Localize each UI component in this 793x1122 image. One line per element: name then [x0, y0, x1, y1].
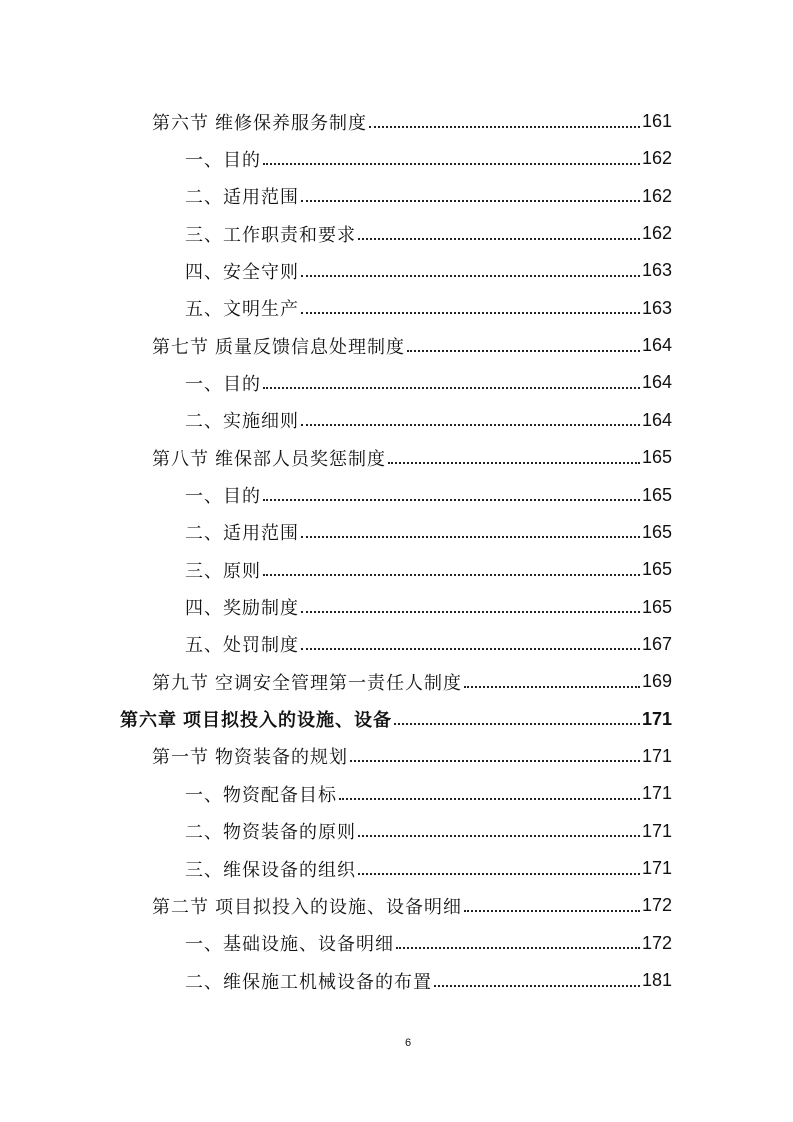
toc-entry-title: 第六章 项目拟投入的设施、设备	[120, 710, 392, 731]
toc-leader-dots	[263, 486, 640, 504]
toc-entry-title: 二、适用范围	[185, 523, 299, 544]
toc-entry[interactable]	[152, 103, 672, 140]
toc-entry-title: 三、原则	[185, 560, 261, 581]
toc-entry-page: 171	[641, 708, 672, 729]
toc-entry[interactable]	[185, 925, 672, 962]
toc-entry-page: 171	[641, 745, 672, 766]
toc-entry-page: 163	[641, 260, 672, 281]
toc-entry-page: 162	[641, 185, 672, 206]
toc-leader-dots	[464, 897, 640, 915]
toc-leader-dots	[464, 673, 640, 691]
toc-entry-title: 一、目的	[185, 373, 261, 394]
toc-entry[interactable]	[152, 663, 672, 700]
toc-leader-dots	[407, 337, 640, 355]
toc-entry-page: 172	[641, 932, 672, 953]
toc-leader-dots	[301, 598, 640, 616]
toc-entry-page: 167	[641, 633, 672, 654]
toc-entry-title: 二、维保施工机械设备的布置	[185, 971, 432, 992]
toc-entry[interactable]	[152, 738, 672, 775]
toc-entry[interactable]	[185, 402, 672, 439]
toc-entry[interactable]	[185, 589, 672, 626]
toc-entry[interactable]	[152, 887, 672, 924]
toc-leader-dots	[339, 785, 640, 803]
toc-entry[interactable]	[120, 701, 672, 738]
toc-entry[interactable]	[185, 178, 672, 215]
toc-entry-title: 三、工作职责和要求	[185, 224, 356, 245]
toc-entry-title: 五、文明生产	[185, 299, 299, 320]
toc-entry-page: 171	[641, 820, 672, 841]
toc-entry[interactable]	[185, 626, 672, 663]
toc-entry-title: 第一节 物资装备的规划	[152, 747, 348, 768]
toc-entry-title: 第九节 空调安全管理第一责任人制度	[152, 672, 462, 693]
toc-entry[interactable]	[185, 775, 672, 812]
toc-entry[interactable]	[152, 327, 672, 364]
toc-entry-page: 164	[641, 372, 672, 393]
toc-entry-title: 第八节 维保部人员奖惩制度	[152, 448, 386, 469]
toc-entry-title: 第七节 质量反馈信息处理制度	[152, 336, 405, 357]
toc-entry-title: 三、维保设备的组织	[185, 859, 356, 880]
toc-leader-dots	[301, 523, 640, 541]
toc-entry-page: 162	[641, 148, 672, 169]
toc-leader-dots	[396, 934, 640, 952]
toc-entry-page: 162	[641, 223, 672, 244]
toc-entry-title: 四、安全守则	[185, 261, 299, 282]
toc-entry-title: 第六节 维修保养服务制度	[152, 112, 367, 133]
toc-entry-title: 二、物资装备的原则	[185, 822, 356, 843]
toc-leader-dots	[263, 561, 640, 579]
toc-entry-page: 161	[641, 111, 672, 131]
toc-entry-page: 164	[641, 409, 672, 430]
toc-leader-dots	[301, 635, 640, 653]
toc-entry-page: 163	[641, 297, 672, 318]
toc-entry[interactable]	[185, 813, 672, 850]
toc-entry-page: 165	[641, 447, 672, 468]
toc-leader-dots	[358, 860, 640, 878]
toc-entry-page: 164	[641, 335, 672, 356]
toc-leader-dots	[263, 150, 640, 168]
toc-entry-title: 五、处罚制度	[185, 635, 299, 656]
toc-leader-dots	[263, 374, 640, 392]
toc-entry[interactable]	[185, 962, 672, 999]
toc-entry-page: 171	[641, 858, 672, 878]
toc-entry-page: 165	[641, 559, 672, 580]
toc-entry-page: 165	[641, 521, 672, 542]
toc-entry-page: 172	[641, 895, 672, 916]
toc-entry-title: 一、基础设施、设备明细	[185, 934, 394, 955]
toc-leader-dots	[301, 262, 640, 280]
toc-entry-page: 171	[641, 783, 672, 804]
toc-leader-dots	[358, 225, 640, 243]
toc-entry-page: 169	[641, 671, 672, 692]
toc-entry[interactable]	[152, 439, 672, 476]
toc-leader-dots	[434, 972, 640, 990]
toc-leader-dots	[350, 747, 640, 765]
toc-leader-dots	[358, 822, 640, 840]
toc-entry-page: 165	[641, 596, 672, 617]
toc-entry-title: 四、奖励制度	[185, 598, 299, 619]
toc-entry-page: 181	[641, 970, 672, 991]
toc-entry[interactable]	[185, 551, 672, 588]
toc-entry-title: 一、目的	[185, 149, 261, 170]
toc-leader-dots	[301, 299, 640, 317]
toc-entry[interactable]	[185, 140, 672, 177]
toc-entry-title: 二、适用范围	[185, 187, 299, 208]
toc-leader-dots	[369, 113, 640, 131]
toc-entry[interactable]	[185, 290, 672, 327]
toc-entry-title: 一、物资配备目标	[185, 784, 337, 805]
toc-entry[interactable]	[185, 850, 672, 887]
toc-entry[interactable]	[185, 477, 672, 514]
page-number: 6	[404, 1037, 412, 1049]
toc-leader-dots	[388, 449, 640, 467]
toc-entry[interactable]	[185, 514, 672, 551]
toc-leader-dots	[301, 411, 640, 429]
toc-entry-title: 二、实施细则	[185, 411, 299, 432]
toc-leader-dots	[301, 187, 640, 205]
toc-entry[interactable]	[185, 252, 672, 289]
toc-leader-dots	[394, 710, 640, 728]
toc-entry[interactable]	[185, 364, 672, 401]
toc-entry-title: 一、目的	[185, 486, 261, 506]
toc-entry-title: 第二节 项目拟投入的设施、设备明细	[152, 896, 462, 917]
toc-entry-page: 165	[641, 484, 672, 505]
toc-entry[interactable]	[185, 215, 672, 252]
